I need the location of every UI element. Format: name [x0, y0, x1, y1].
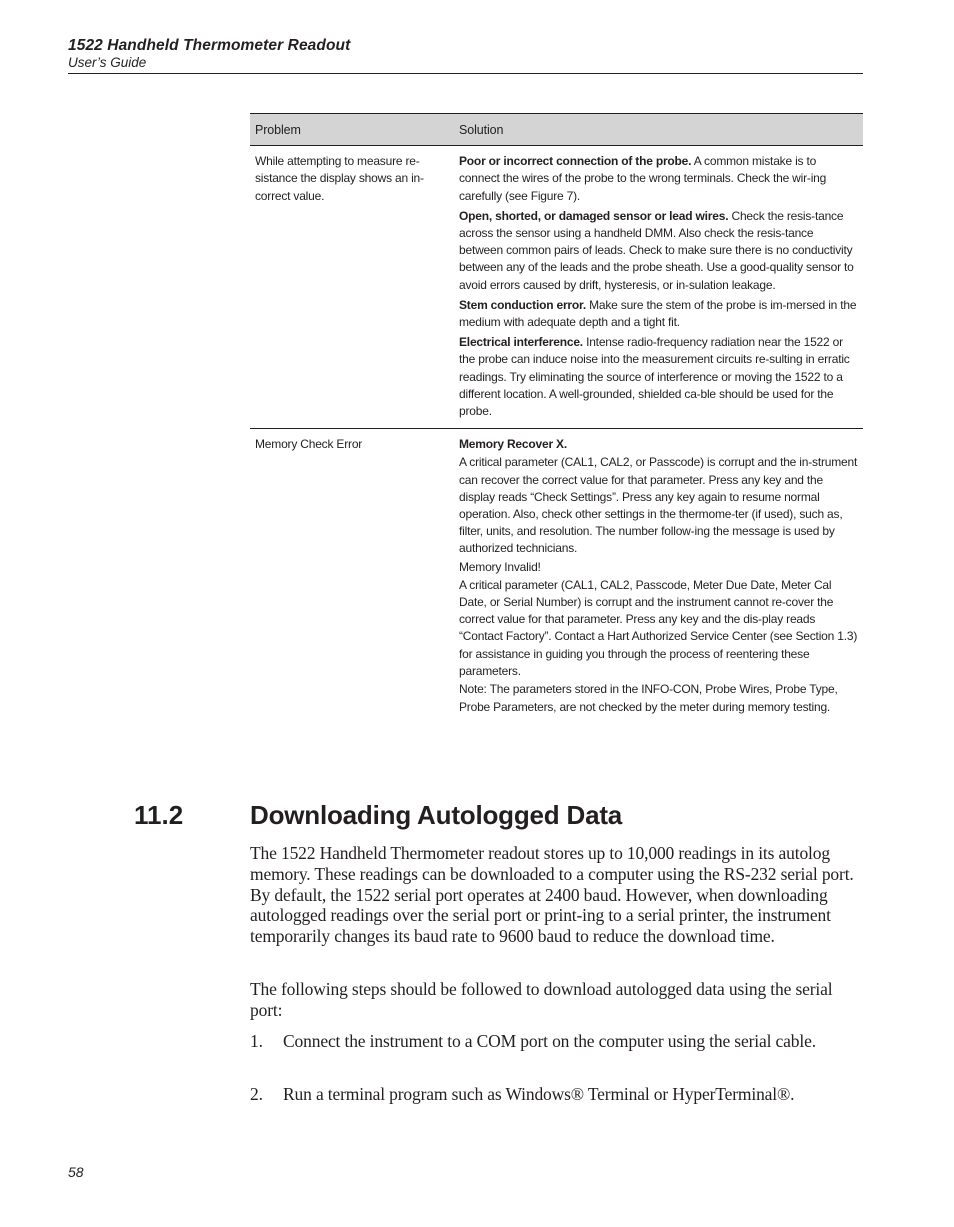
- solution-paragraph: Memory Invalid!: [459, 559, 541, 574]
- column-header-solution: Solution: [454, 114, 863, 146]
- solution-heading: Open, shorted, or damaged sensor or lead wires.: [459, 208, 729, 223]
- solution-heading: Stem conduction error.: [459, 297, 586, 312]
- solution-text: Make sure the stem of the probe is im-mersed in the medium with adequate depth and a tight fit.: [459, 297, 857, 330]
- problem-cell: Memory Check Error: [255, 437, 363, 452]
- solution-item: [459, 297, 858, 331]
- solution-text: A common mistake is to connect the wires of the probe to the wrong terminals. Check the wir-ing carefully (see Figure 7).: [459, 154, 827, 203]
- table-row: [250, 429, 863, 725]
- body-paragraph: The following steps should be followed to download autologged data using the serial port:: [250, 979, 833, 1020]
- solution-heading: Memory Recover X.: [459, 437, 567, 452]
- table-header-row: [250, 114, 863, 146]
- problem-cell: [250, 146, 454, 429]
- section-title: Downloading Autologged Data: [250, 800, 623, 830]
- solution-text: Intense radio-frequency radiation near the 1522 or the probe can induce noise into the measurement circuits re-sulting in erratic readings. Try eliminating the source of interference or moving the 1522 to a different location. A well-grounded, shielded ca-ble should be used for the probe.: [459, 335, 850, 419]
- section-number: 11.2: [134, 800, 184, 830]
- solution-text: Check the resis-tance across the sensor using a handheld DMM. Also check the resis-tance between common pairs of leads. Check to make sure there is no conductivity between any of the leads and the probe sheath. Use a good-quality sensor to avoid errors caused by drift, hysteresis, or in-sulation leakage.: [459, 208, 854, 292]
- solution-heading: Electrical interference.: [459, 335, 583, 350]
- problem-text-line: sistance the display shows an in-: [255, 171, 424, 186]
- column-header-problem: Problem: [250, 114, 454, 146]
- step-number: 1.: [250, 1031, 263, 1051]
- solution-paragraph: Probe Parameters, are not checked by the meter during memory testing.: [459, 700, 831, 715]
- solution-heading: Poor or incorrect connection of the probe.: [459, 154, 692, 169]
- solution-paragraph: Note: The parameters stored in the INFO-CON, Probe Wires, Probe Type,: [459, 682, 838, 697]
- solution-paragraph: A critical parameter (CAL1, CAL2, or Passcode) is corrupt and the in-strument can recover the correct value for that parameter. Press any key and the display reads “Check Settings”. Press any key again to resume normal operation. Also, check other settings in the thermome-ter (if used), such as, filter, units, and resolution. The number follow-ing the message is used by authorized technicians.: [459, 455, 858, 556]
- solution-item: [459, 334, 858, 420]
- step-number: 2.: [250, 1084, 263, 1104]
- problem-text-line: While attempting to measure re-: [255, 154, 420, 169]
- step-text: Connect the instrument to a COM port on the computer using the serial cable.: [283, 1031, 816, 1051]
- header-rule: [68, 73, 863, 74]
- solution-paragraph: A critical parameter (CAL1, CAL2, Passcode, Meter Due Date, Meter Cal Date, or Serial Number) is corrupt and the instrument cannot re-cover the correct value for that parameter. Press any key and the dis-play reads “Contact Factory”. Contact a Hart Authorized Service Center (see Section 1.3) for assistance in guiding you through the process of reentering these parameters.: [459, 577, 858, 678]
- page-number: 58: [68, 1164, 84, 1180]
- problem-text-line: correct value.: [255, 188, 325, 203]
- solution-item: [459, 208, 858, 294]
- solution-item: [459, 153, 858, 205]
- solution-cell: [454, 146, 863, 429]
- table-row: [250, 146, 863, 429]
- body-paragraph: The 1522 Handheld Thermometer readout stores up to 10,000 readings in its autolog memory. These readings can be downloaded to a computer using the RS-232 serial port. By default, the 1522 serial port operates at 2400 baud. However, when downloading autologged readings over the serial port or print-ing to a serial printer, the instrument temporarily changes its baud rate to 9600 baud to reduce the download time.: [250, 843, 854, 947]
- troubleshooting-table: [250, 113, 863, 725]
- document-title: 1522 Handheld Thermometer Readout: [68, 37, 351, 54]
- document-subtitle: User’s Guide: [68, 55, 147, 70]
- step-text: Run a terminal program such as Windows® Terminal or HyperTerminal®.: [283, 1084, 795, 1104]
- solution-cell: [454, 429, 863, 725]
